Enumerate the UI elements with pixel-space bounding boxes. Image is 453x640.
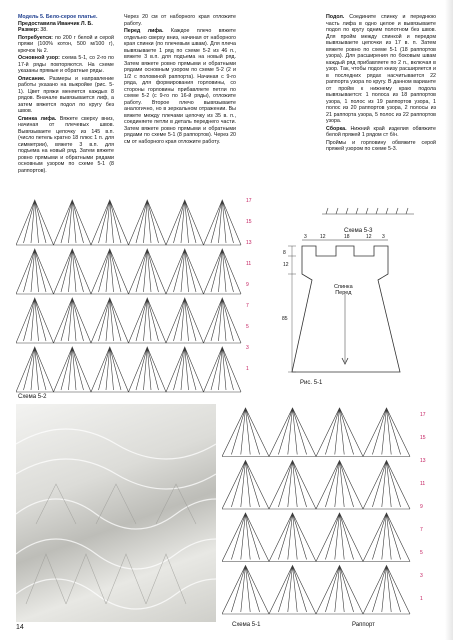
lace-photo-texture [16,404,216,622]
chart-fan-row [222,408,410,457]
row-number: 1 [420,596,423,602]
dim-3-left: 3 [304,234,307,240]
dim-12-side: 12 [283,262,289,268]
scheme-5-1-chart [222,404,428,618]
repeat-label: Раппорт [352,622,375,628]
needed-text: по 200 г белой и серой пряжи (100% котон, 500 м/100 г), крючок № 2. [18,34,114,54]
pattern-piece-outline [278,234,428,384]
model-heading: Модель 5. Бело-серое платье. [18,14,98,20]
chart-fan-row [16,200,241,245]
text-column-2 [124,14,236,146]
row-number: 17 [246,198,252,204]
assembly-text: Нижний край изделия обвяжите белой пряжей 1 рядом ст б/н. [326,125,436,138]
row-number: 9 [420,504,423,510]
front-text: Каждое плечо вяжете отдельно сверху вниз, начиная от наборного края спинки (по плечевым швам). Для плеча вывязываете 1 ряд по схеме 5-2 из 46 п., вяжете 3 в.п. для подъема на новый ряд. Затем вяжете ровно прямыми и обратными рядами основным узором по схеме 5-2 (2 и 1/2 с половиной раппорта). Начиная с 9-го ряда, для формирования горловины, со стороны горловины прибавляете петли по схеме 5-2 (с 9-го по 16-й ряды), отложите работу. Второе плечо вывязываете аналогично, но в зеркальном отражении. Вы вяжете между плечами цепочку из 35 в. п., соединяете петли в деталь переднего части. Затем вяжете ровно прямыми и обратными рядами по схеме 5-1 (8 раппортов). Через 20 см от наборного края отложите работу. [124,28,236,145]
row-number: 7 [420,527,423,533]
row-number: 5 [246,324,249,330]
chart-fan-row [222,566,410,615]
assembly-label: Сборка. [326,125,347,132]
page-edge-shadow [445,0,453,640]
hem-label: Подол. [326,14,345,20]
row-number: 17 [420,412,426,418]
size-value: 38. [40,27,48,33]
row-number: 3 [246,345,249,351]
row-number: 5 [420,550,423,556]
row-number: 11 [246,261,252,267]
piece-name: Спинка Перед [334,284,353,296]
pattern-text: схема 5-1, со 2-го по 17-й ряды повторяются. На схеме указаны прямые и обратные ряды. [18,55,114,74]
chart-fan-row [16,249,241,294]
row-number: 15 [246,219,252,225]
dim-85: 85 [282,316,288,322]
row-number: 13 [246,240,252,246]
author-line: Предоставила Иванчик Л. Б. [18,20,93,27]
desc-text: Размеры и направление работы указано на выкройке (рис. 5-1). Цвет пряжи меняется каждых 8 рядов. Вначале вывязывается лиф, а затем вяжется подол по кругу без швов. [18,75,114,114]
chart-fan-row [16,347,241,392]
hem-text: Соедините спинку и переднюю часть лифа в одно целое и вывязываете подол по кругу одним полотном без швов. Для пройм между спинкой и передом вывязываете цепочки из 17 в. п. Затем вяжете ровно по схеме 5-1 (18 раппортов узора). Для расширения по боковым швам каждый ряд прибавляете по 2 п., включая в узор. Так, чтобы подол книзу расширяется и в последних рядах насчитывается 22 раппорта узора по кругу. В данном варианте от пройм к нижнему краю подола вывязывается: 1 полоса из 18 раппортов узора, 1 полос из 19 раппортов узора, 1 полос из 20 раппортов узора, 2 полосы из 21 раппорта узора, 5 полос из 22 раппортов узора. [326,14,436,124]
row-number: 9 [246,282,249,288]
back-label: Спинка лифа. [18,115,57,122]
col2-intro: Через 20 см от наборного края отложите работу. [124,14,236,27]
row-number: 13 [420,458,426,464]
text-column-3 [326,14,436,154]
scheme-5-3-chart [318,204,418,226]
row-number: 7 [246,303,249,309]
scheme-5-2-label: Схема 5-2 [18,394,47,400]
back-text: Вяжете сверху вниз, начиная от плечевых швов. Вывязываете цепочку из 145 в.п. (число петель кратно 18 плюс 1 п. для симметрии), вяжете 3 в.п. для подъема на новый ряд. Затем вяжете ровно прямыми и обратными рядами основным узором по схеме 5-1 (8 раппортов). [18,115,114,174]
figure-5-1-label: Рис. 5-1 [300,380,323,386]
pattern-label: Основной узор: [18,55,60,61]
assembly-text-2: Проймы и горловину обвяжите серой пряжей узором по схеме 5-3. [326,139,436,152]
size-label: Размер: [18,27,39,33]
row-number: 1 [246,366,249,372]
dim-8: 8 [283,250,286,256]
scheme-5-1-label: Схема 5-1 [232,622,261,628]
dim-12-left: 12 [320,234,326,240]
dim-18: 18 [344,234,350,240]
scheme-5-2-chart [16,196,256,394]
lace-detail-photo [16,404,216,622]
front-label: Перед лифа. [124,28,164,34]
desc-label: Описание. [18,75,46,82]
scheme-5-3-label: Схема 5-3 [344,228,373,234]
row-number: 11 [420,481,426,487]
chart-fan-row [16,298,241,343]
dim-3-right: 3 [382,234,385,240]
row-number: 15 [420,435,426,441]
text-column-1 [18,14,114,175]
chart-fan-row [222,461,410,510]
needed-label: Потребуется: [18,34,53,41]
chart-fan-row [222,513,410,562]
dim-12-right: 12 [366,234,372,240]
row-number: 3 [420,573,423,579]
page-number: 14 [16,624,24,631]
